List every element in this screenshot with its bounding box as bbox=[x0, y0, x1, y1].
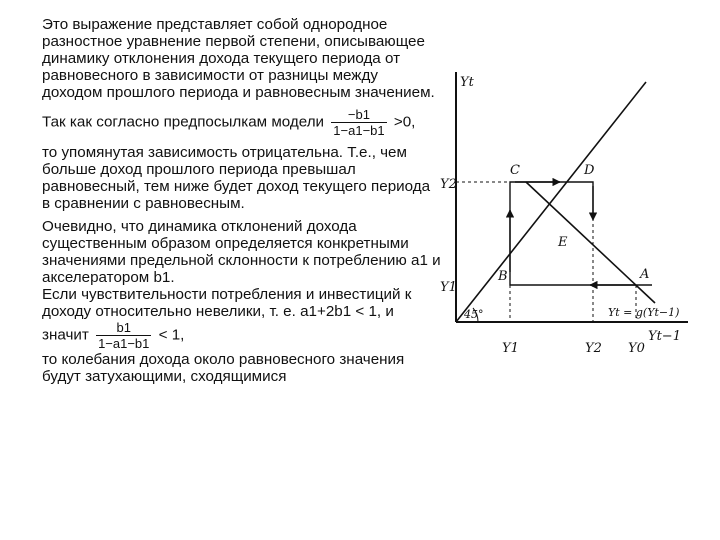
paragraph-6-prefix: значит bbox=[42, 326, 89, 344]
cobweb-diagram bbox=[440, 60, 700, 370]
point-label-a: A bbox=[640, 267, 650, 282]
cobweb-diagram-svg bbox=[440, 60, 700, 370]
paragraph-2-prefix: Так как согласно предпосылкам модели bbox=[42, 113, 325, 131]
fraction-2-numerator: b1 bbox=[116, 320, 131, 335]
point-label-c: C bbox=[510, 163, 520, 178]
tick-label-y2: Y2 bbox=[440, 177, 457, 192]
point-label-e: E bbox=[558, 235, 568, 250]
tick-label-x-y2: Y2 bbox=[585, 341, 602, 356]
fraction-1 bbox=[331, 107, 386, 138]
paragraph-7: то колебания дохода около равновесного значения будут затухающими, сходящимися bbox=[42, 351, 405, 385]
point-label-d: D bbox=[584, 163, 595, 178]
function-label: Yt = g(Yt−1) bbox=[608, 306, 680, 319]
point-label-b: B bbox=[498, 269, 508, 284]
explanation-text bbox=[42, 16, 442, 385]
paragraph-2 bbox=[42, 107, 442, 138]
x-axis-label: Yt−1 bbox=[648, 329, 681, 344]
tick-label-y1: Y1 bbox=[440, 280, 457, 295]
paragraph-5: Если чувствительности потребления и инвестиций к доходу относительно невелики, т. е. a1+2b1 < 1, и bbox=[42, 286, 412, 320]
angle-label: 45° bbox=[464, 308, 484, 321]
fraction-1-numerator: −b1 bbox=[347, 107, 370, 122]
paragraph-3: то упомянутая зависимость отрицательна. Т.е., чем больше доход прошлого периода превышал равновесный, тем ниже будет доход текущего периода в сравнении с равновесным. bbox=[42, 144, 431, 212]
paragraph-1: Это выражение представляет собой однородное разностное уравнение первой степени, описывающее динамику отклонения дохода текущего периода от равновесного в зависимости от разницы между доходом прошлого периода и равновесным значением. bbox=[42, 16, 435, 101]
fraction-2-denominator: 1−a1−b1 bbox=[98, 336, 150, 351]
fraction-1-denominator: 1−a1−b1 bbox=[333, 123, 385, 138]
paragraph-2-suffix: >0, bbox=[393, 113, 416, 131]
paragraph-4: Очевидно, что динамика отклонений дохода существенным образом определяется конкретными значениями предельной склонности к потреблению a1 и акселератором b1. bbox=[42, 218, 441, 286]
line-45-degrees bbox=[456, 82, 646, 322]
y-axis-label: Yt bbox=[460, 75, 474, 90]
paragraph-6-suffix: < 1, bbox=[158, 326, 185, 344]
paragraph-6 bbox=[42, 320, 442, 351]
tick-label-x-y0: Y0 bbox=[628, 341, 645, 356]
tick-label-x-y1: Y1 bbox=[502, 341, 519, 356]
fraction-2 bbox=[96, 320, 151, 351]
